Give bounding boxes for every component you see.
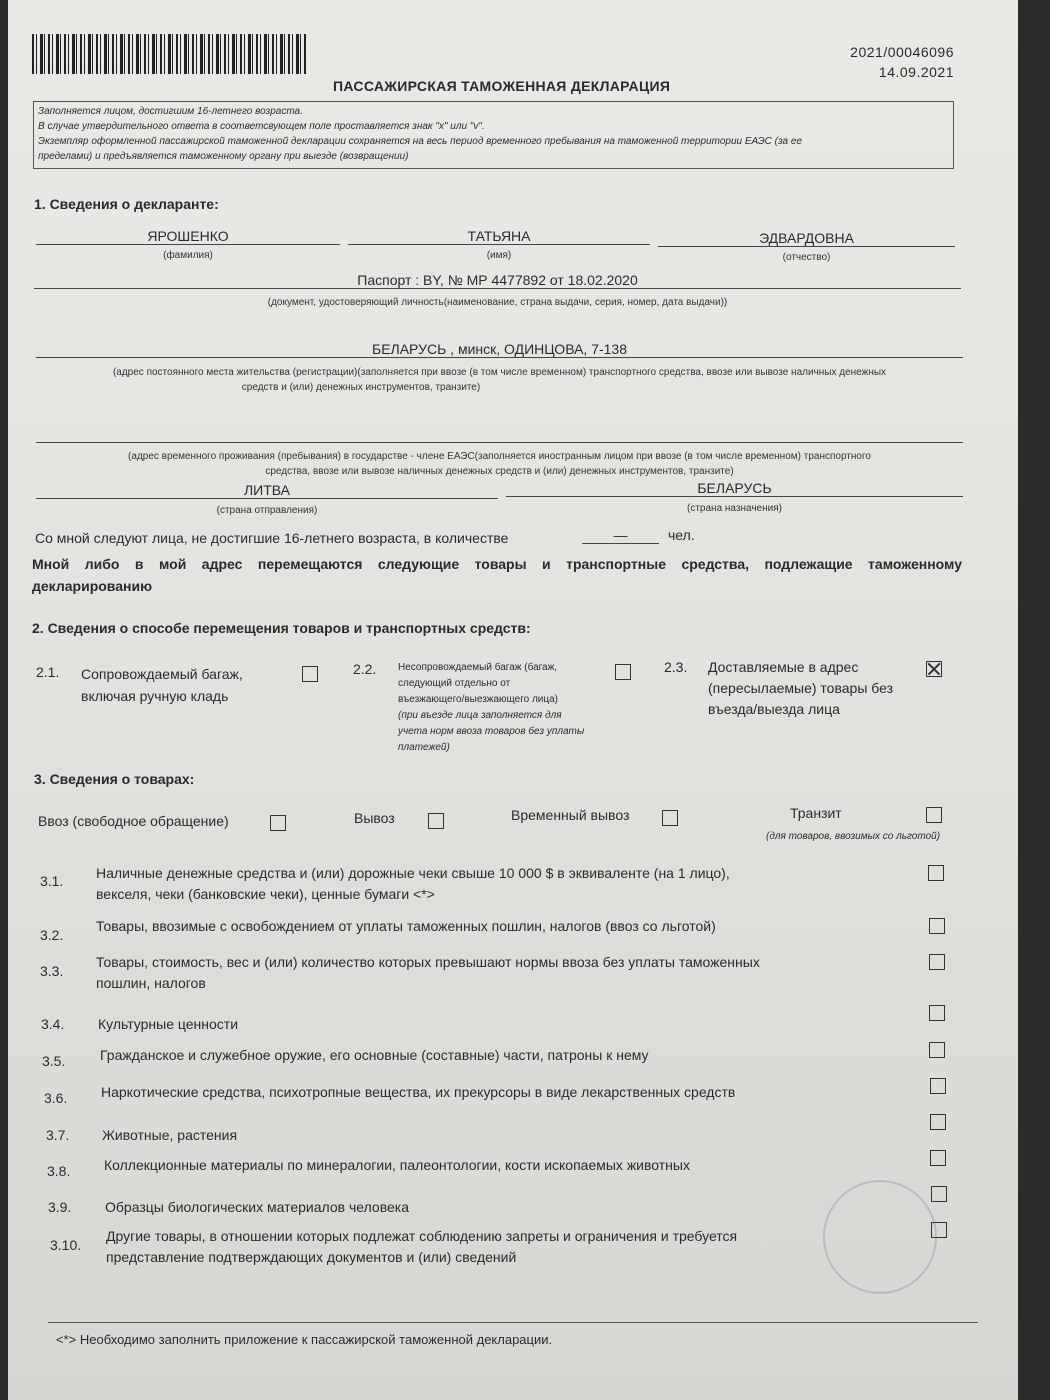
option-number: 2.1. <box>36 664 60 680</box>
minors-label: Со мной следуют лица, не достигшие 16-летнего возраста, в количестве <box>35 530 509 546</box>
goods-item <box>104 1155 690 1176</box>
item-text: представление подтверждающих документов и (или) сведений <box>106 1249 517 1265</box>
document-number: 2021/00046096 <box>850 44 954 60</box>
item-text: Культурные ценности <box>98 1016 239 1032</box>
goods-item-checkbox[interactable] <box>929 918 945 934</box>
goods-item-checkbox[interactable] <box>931 1186 947 1202</box>
goods-item-checkbox[interactable] <box>930 1114 946 1130</box>
goods-item <box>101 1082 735 1103</box>
item-number: 3.6. <box>44 1090 68 1106</box>
goods-item-checkbox[interactable] <box>930 1078 946 1094</box>
item-number: 3.7. <box>46 1127 70 1143</box>
customs-stamp <box>823 1180 937 1294</box>
item-number: 3.3. <box>40 963 64 979</box>
note-line: пределами) и предъявляется таможенному органу при выезде (возвращении) <box>38 151 409 162</box>
patronymic-field[interactable]: ЭДВАРДОВНА <box>658 230 955 247</box>
item-text: Гражданское и служебное оружие, его основные (составные) части, патроны к нему <box>100 1047 649 1063</box>
transit-checkbox[interactable] <box>926 807 942 823</box>
item-number: 3.4. <box>41 1016 65 1032</box>
section2-title: 2. Сведения о способе перемещения товаров и транспортных средств: <box>32 620 531 636</box>
id-document-caption: (документ, удостоверяющий личность(наименование, страна выдачи, серия, номер, дата выдачи)) <box>267 297 728 308</box>
item-text: Коллекционные материалы по минералогии, палеонтологии, кости ископаемых животных <box>104 1157 690 1173</box>
transit-note: (для товаров, ввозимых со льготой) <box>766 831 941 842</box>
patronymic-caption: (отчество) <box>782 252 831 263</box>
goods-item <box>96 952 760 994</box>
id-document-field[interactable]: Паспорт : BY, № МР 4477892 от 18.02.2020 <box>34 272 961 289</box>
goods-statement-2: декларированию <box>32 578 153 594</box>
goods-item <box>105 1197 409 1218</box>
option-label-line: следующий отдельно от <box>398 678 511 689</box>
goods-item-checkbox[interactable] <box>930 1150 946 1166</box>
document-date: 14.09.2021 <box>878 64 954 80</box>
goods-item <box>102 1125 237 1146</box>
note-line: Экземпляр оформленной пассажирской таможенной декларации сохраняется на весь период временного пребывания на таможенной территории ЕАЭС (за ее <box>38 136 803 147</box>
option-label-line: Доставляемые в адрес <box>708 659 859 675</box>
item-number: 3.9. <box>48 1199 72 1215</box>
accompanied-baggage-checkbox[interactable] <box>302 666 318 682</box>
declaration-page <box>8 0 1018 1400</box>
option-note-line: учета норм ввоза товаров без уплаты <box>398 726 585 737</box>
import-checkbox[interactable] <box>270 815 286 831</box>
option-note-line: (при въезде лица заполняется для <box>398 710 562 721</box>
export-label: Вывоз <box>354 810 395 826</box>
section1-title: 1. Сведения о декларанте: <box>34 196 219 212</box>
goods-item-checkbox[interactable] <box>929 954 945 970</box>
item-number: 3.2. <box>40 927 64 943</box>
import-label: Ввоз (свободное обращение) <box>38 813 229 829</box>
name-field[interactable]: ТАТЬЯНА <box>348 228 650 245</box>
item-number: 3.8. <box>47 1163 71 1179</box>
temporary-address-field[interactable] <box>36 418 963 443</box>
item-text: Другие товары, в отношении которых подлежат соблюдению запреты и ограничения и требуется <box>106 1228 738 1244</box>
page-title: ПАССАЖИРСКАЯ ТАМОЖЕННАЯ ДЕКЛАРАЦИЯ <box>333 78 671 94</box>
goods-item <box>96 863 730 905</box>
note-line: В случае утвердительного ответа в соответсвующем поле проставляется знак "х" или "v". <box>38 121 485 132</box>
minors-count-field[interactable]: — <box>582 527 659 544</box>
item-text: Животные, растения <box>102 1127 238 1143</box>
option-label-line: (пересылаемые) товары без <box>708 680 894 696</box>
goods-item <box>106 1226 737 1268</box>
document-number-block <box>850 42 954 82</box>
surname-field[interactable]: ЯРОШЕНКО <box>36 228 340 245</box>
permanent-address-caption: (адрес постоянного места жительства (регистрации)(заполняется при ввозе (в том числе временном) транспортного средства, ввозе или вывозе наличных денежных <box>112 367 887 378</box>
departure-country-field[interactable]: ЛИТВА <box>36 482 498 499</box>
item-text: Наркотические средства, психотропные вещества, их прекурсоры в виде лекарственных средств <box>101 1084 736 1100</box>
item-text: Наличные денежные средства и (или) дорожные чеки свыше 10 000 $ в эквиваленте (на 1 лицо), <box>96 865 730 881</box>
name-caption: (имя) <box>486 250 512 261</box>
section3-title: 3. Сведения о товарах: <box>34 771 195 787</box>
item-text: Товары, стоимость, вес и (или) количество которых превышают нормы ввоза без уплаты таможенных <box>96 954 760 970</box>
option-label-line: Несопровождаемый багаж (багаж, <box>398 662 558 673</box>
option-number: 2.3. <box>664 659 688 675</box>
item-number: 3.1. <box>40 873 64 889</box>
destination-country-field[interactable]: БЕЛАРУСЬ <box>506 480 963 497</box>
goods-item-checkbox[interactable] <box>929 1042 945 1058</box>
temporary-export-label: Временный вывоз <box>511 807 630 823</box>
departure-country-caption: (страна отправления) <box>216 505 318 516</box>
minors-unit: чел. <box>668 527 695 543</box>
option-label-line: въезжающего/выезжающего лица) <box>398 694 559 705</box>
footnote: <*> Необходимо заполнить приложение к пассажирской таможенной декларации. <box>56 1332 553 1347</box>
option-label-line: включая ручную кладь <box>81 688 229 704</box>
option-number: 2.2. <box>353 661 377 677</box>
permanent-address-field[interactable]: БЕЛАРУСЬ , минск, ОДИНЦОВА, 7-138 <box>36 341 963 358</box>
item-number: 3.10. <box>50 1237 82 1253</box>
goods-item <box>98 1014 238 1035</box>
delivered-goods-label <box>708 657 893 720</box>
goods-item-checkbox[interactable] <box>928 865 944 881</box>
option-note-line: платежей) <box>398 742 450 753</box>
item-number: 3.5. <box>42 1053 66 1069</box>
item-text: векселя, чеки (банковские чеки), ценные бумаги <*> <box>96 886 435 902</box>
goods-item-checkbox[interactable] <box>929 1005 945 1021</box>
temporary-address-caption-2: средства, ввозе или вывозе наличных денежных средств и (или) денежных инструментов, транзите) <box>265 466 734 477</box>
goods-item <box>96 916 716 937</box>
permanent-address-caption-2: средств и (или) денежных инструментов, транзите) <box>241 382 481 393</box>
accompanied-baggage-label <box>81 663 243 707</box>
destination-country-caption: (страна назначения) <box>687 503 782 514</box>
surname-caption: (фамилия) <box>163 250 213 261</box>
item-text: Товары, ввозимые с освобождением от уплаты таможенных пошлин, налогов (ввоз со льготой) <box>96 918 716 934</box>
export-checkbox[interactable] <box>428 813 444 829</box>
transit-label: Транзит <box>790 805 842 821</box>
delivered-goods-checkbox[interactable] <box>926 661 942 677</box>
option-label-line: Сопровождаемый багаж, <box>81 666 243 682</box>
option-label-line: въезда/выезда лица <box>708 701 840 717</box>
goods-statement: Мной либо в мой адрес перемещаются следующие товары и транспортные средства, подлежащие таможенному <box>32 556 962 572</box>
instructions-box <box>33 101 954 169</box>
temporary-address-caption: (адрес временного проживания (пребывания) в государстве - члене ЕАЭС(заполняется иностранным лицом при ввозе (в том числе временном) транспортного <box>128 451 871 462</box>
item-text: Образцы биологических материалов человека <box>105 1199 409 1215</box>
footnote-divider <box>48 1322 978 1323</box>
temporary-export-checkbox[interactable] <box>662 810 678 826</box>
unaccompanied-baggage-checkbox[interactable] <box>615 664 631 680</box>
goods-item <box>100 1045 649 1066</box>
unaccompanied-baggage-label <box>398 660 584 756</box>
note-line: Заполняется лицом, достигшим 16-летнего возраста. <box>38 106 303 117</box>
barcode <box>32 34 307 74</box>
item-text: пошлин, налогов <box>96 975 206 991</box>
